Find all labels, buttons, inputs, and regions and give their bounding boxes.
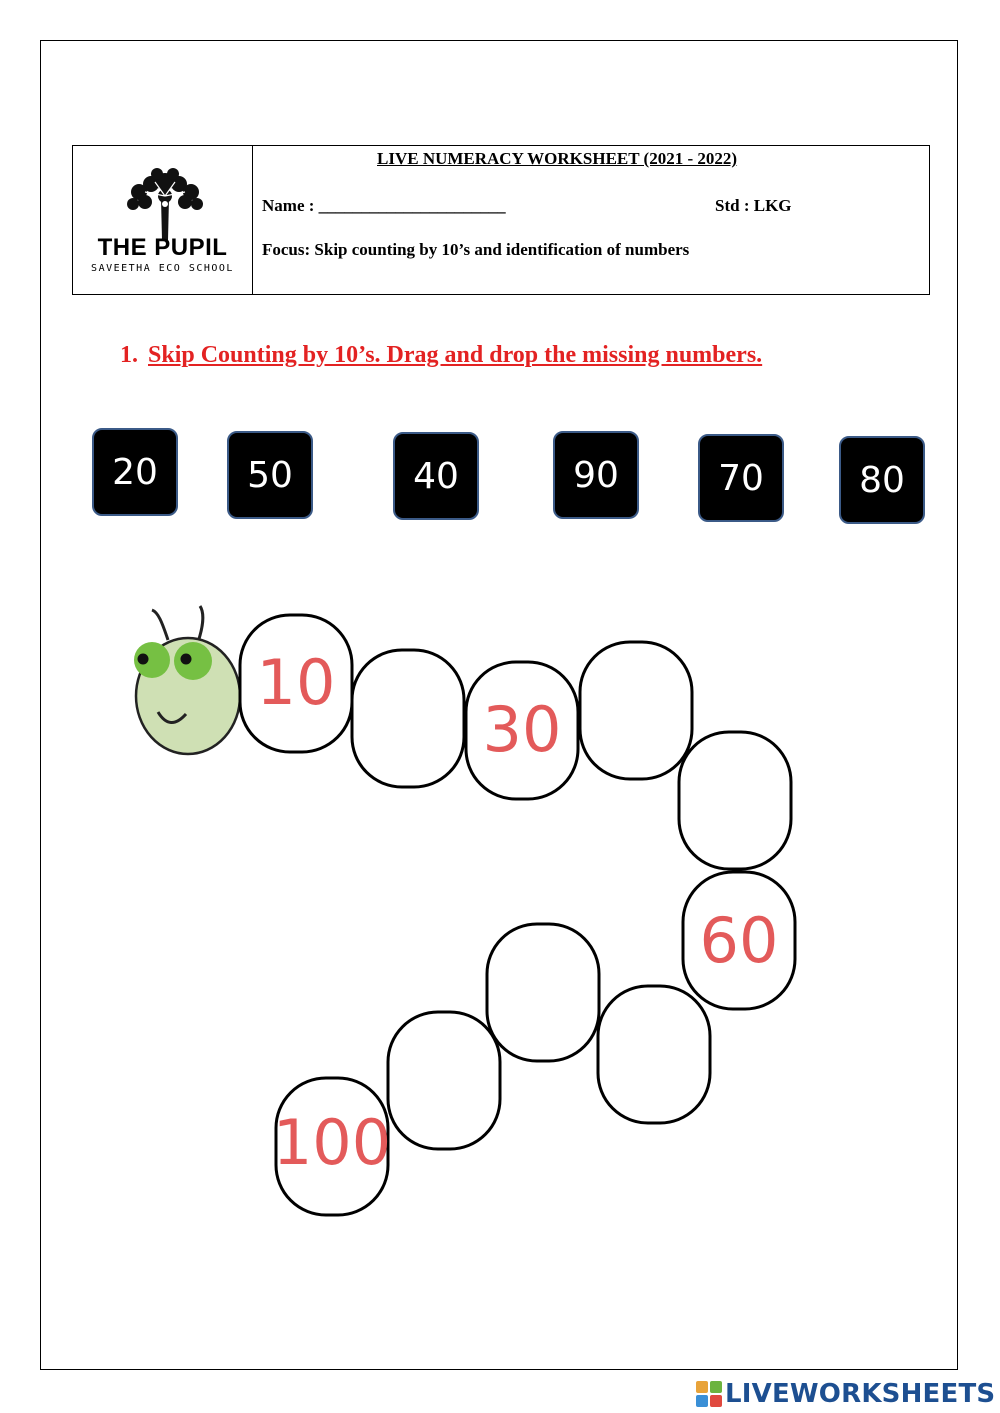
- name-field: Name : ______________________: [262, 196, 506, 215]
- segment-label: 100: [272, 1106, 392, 1179]
- std-label: Std : LKG: [715, 196, 792, 215]
- segment-label: 60: [699, 904, 779, 977]
- liveworksheets-logo-icon: [696, 1381, 722, 1407]
- worksheet-title: LIVE NUMERACY WORKSHEET (2021 - 2022): [377, 149, 738, 168]
- antenna-left: [152, 610, 168, 640]
- segment-8[interactable]: [487, 924, 599, 1061]
- segment-label: 30: [482, 693, 562, 766]
- logo-name: THE PUPIL: [97, 234, 228, 261]
- focus-text: Focus: Skip counting by 10’s and identification of numbers: [262, 240, 690, 259]
- segment-4[interactable]: [580, 642, 692, 779]
- drag-tile[interactable]: 40: [393, 432, 479, 520]
- drag-tile[interactable]: 20: [92, 428, 178, 516]
- drag-tile[interactable]: 90: [553, 431, 639, 519]
- segment-label: 10: [256, 646, 336, 719]
- logo-subtitle: SAVEETHA ECO SCHOOL: [91, 263, 234, 274]
- question-number: 1.: [120, 342, 138, 368]
- liveworksheets-watermark: [696, 1378, 995, 1410]
- question-text: Skip Counting by 10’s. Drag and drop the missing numbers.: [148, 342, 763, 368]
- segment-7[interactable]: [598, 986, 710, 1123]
- drag-tile[interactable]: 70: [698, 434, 784, 522]
- segment-9[interactable]: [388, 1012, 500, 1149]
- segment-5[interactable]: [679, 732, 791, 869]
- drag-tile[interactable]: 80: [839, 436, 925, 524]
- eye-right-icon: [174, 642, 212, 680]
- drag-tile[interactable]: 50: [227, 431, 313, 519]
- watermark-text: LIVEWORKSHEETS: [725, 1379, 996, 1409]
- segment-2[interactable]: [352, 650, 464, 787]
- antenna-right: [198, 606, 203, 642]
